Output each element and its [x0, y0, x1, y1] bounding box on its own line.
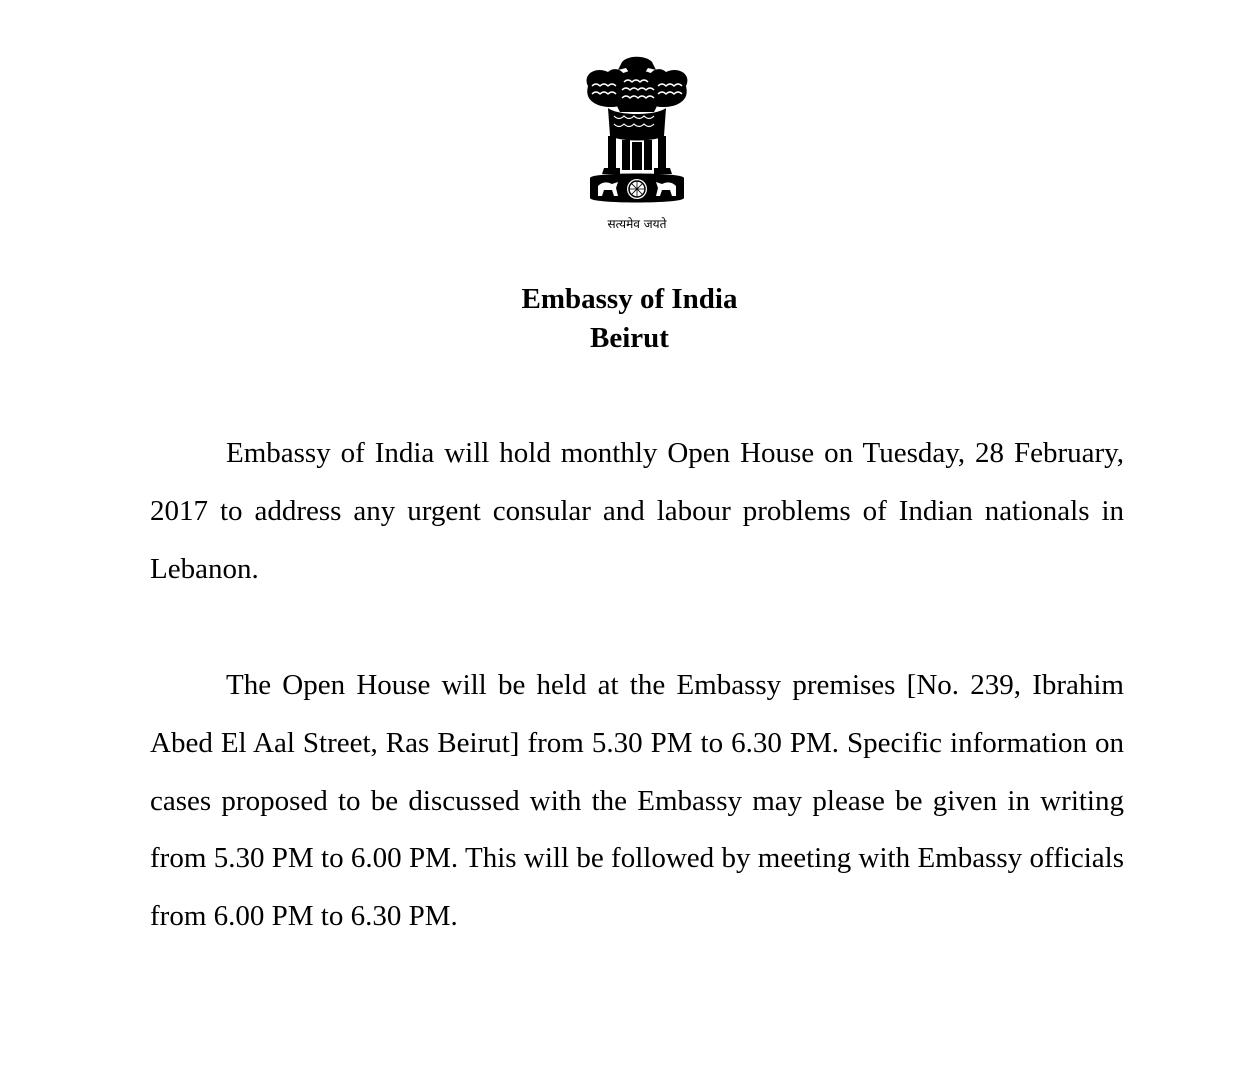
embassy-city: Beirut	[590, 322, 669, 354]
embassy-title: Embassy of India	[521, 283, 738, 315]
venue-details-paragraph: The Open House will be held at the Embassy premises [No. 239, Ibrahim Abed El Aal Street, Ras Beirut] from 5.30 PM to 6.30 PM. Specific information on cases proposed to be discussed with the Embassy may please be given in writing from 5.30 PM to 6.00 PM. This will be followed by meeting with Embassy officials from 6.00 PM to 6.30 PM.	[150, 669, 1124, 932]
announcement-paragraph: Embassy of India will hold monthly Open House on Tuesday, 28 February, 2017 to address any urgent consular and labour problems of Indian nationals in Lebanon.	[150, 437, 1124, 585]
national-emblem-icon	[578, 56, 696, 206]
emblem-motto: सत्यमेव जयते	[607, 217, 667, 231]
